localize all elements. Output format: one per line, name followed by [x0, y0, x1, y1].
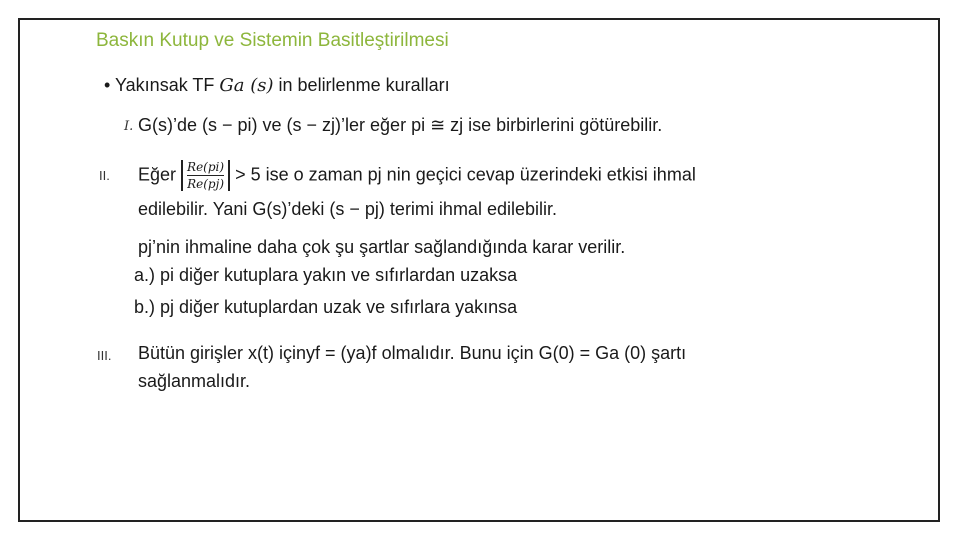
rule-3-line-1: Bütün girişler x(t) içinyf = (ya)f olmalıdır. Bunu için G(0) = Ga (0) şartı — [138, 343, 687, 363]
rule-3-number: III. — [97, 348, 112, 363]
rule-1-text: G(s)’de (s − pi) ve (s − zj)’ler eğer pi ≅ zj ise birbirlerini götürebilir. — [138, 115, 663, 135]
rule-3-line-2: sağlanmalıdır. — [138, 371, 251, 391]
bullet-line — [104, 74, 450, 97]
bullet-text-after: in belirlenme kuralları — [278, 75, 450, 95]
bullet-dot: • — [104, 75, 111, 95]
slide-title: Baskın Kutup ve Sistemin Basitleştirilmesi — [96, 30, 449, 51]
rule-2-eger: Eğer — [138, 164, 177, 185]
rule-2-line-3: pj’nin ihmaline daha çok şu şartlar sağlandığında karar verilir. — [138, 237, 626, 257]
rule-2-line-1 — [138, 160, 696, 191]
rule-2-line-4: a.) pi diğer kutuplara yakın ve sıfırlardan uzaksa — [134, 265, 518, 285]
rule-2-line-1-after: > 5 ise o zaman pj nin geçici cevap üzerindeki etkisi ihmal — [235, 164, 696, 185]
rule-1-number: I. — [124, 119, 134, 134]
rule-2-fraction-bottom: Re(pj) — [187, 177, 225, 191]
rule-2-number: II. — [99, 168, 110, 183]
rule-2-line-2: edilebilir. Yani G(s)’deki (s − pj) terimi ihmal edilebilir. — [138, 199, 557, 219]
bullet-text-before: Yakınsak TF — [115, 75, 215, 95]
rule-2-fraction-top: Re(pi) — [187, 160, 225, 174]
rule-2-fraction — [181, 160, 230, 191]
bullet-math: Ga (s) — [219, 75, 274, 96]
rule-2-line-5: b.) pj diğer kutuplardan uzak ve sıfırlara yakınsa — [134, 297, 518, 317]
